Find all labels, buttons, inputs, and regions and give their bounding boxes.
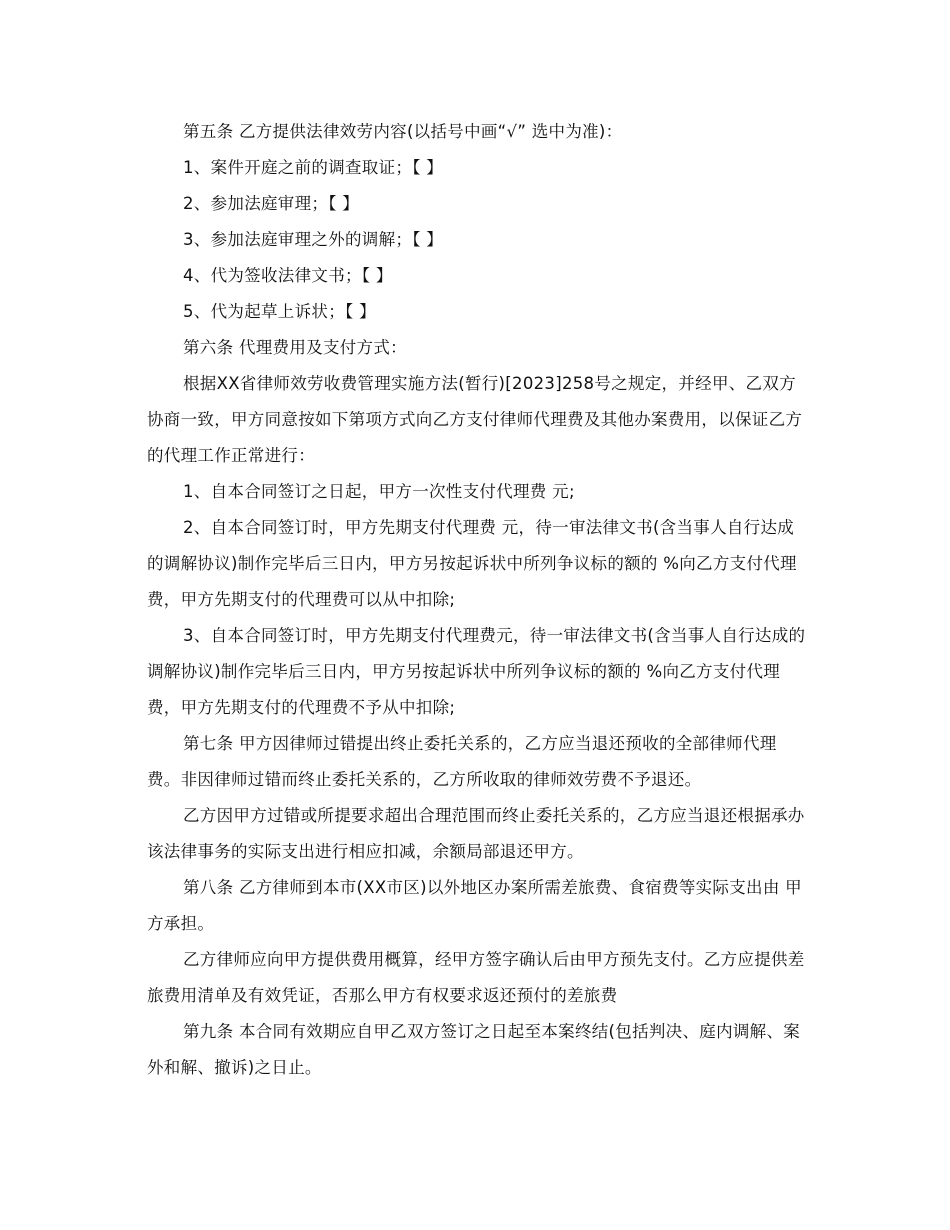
document-body [147,114,807,1086]
fee-option-1: 1、自本合同签订之日起，甲方一次性支付代理费 元; [183,482,575,501]
article-6-heading: 第六条 代理费用及支付方式： [183,338,407,357]
fee-option-2: 2、自本合同签订时，甲方先期支付代理费 元，待一审法律文书(含当事人自行达成的调解协议)制作完毕后三日内，甲方另按起诉状中所列争议标的额的 %向乙方支付代理费，甲方先期支付的代理费可以从中扣除; [147,518,797,609]
article-7-paragraph: 第七条 甲方因律师过错提出终止委托关系的，乙方应当退还预收的全部律师代理费。非因律师过错而终止委托关系的，乙方所收取的律师效劳费不予退还。 [147,734,777,789]
service-item-2: 2、参加法庭审理；【 】 [183,194,360,213]
fee-basis-paragraph: 根据XX省律师效劳收费管理实施方法(暂行)[2023]258号之规定，并经甲、乙双方协商一致，甲方同意按如下第项方式向乙方支付律师代理费及其他办案费用，以保证乙方的代理工作正常进行： [147,374,803,465]
service-item-1: 1、案件开庭之前的调查取证；【 】 [183,158,444,177]
article-5-heading: 第五条 乙方提供法律效劳内容(以括号中画“√” 选中为准)： [183,122,623,141]
fee-option-3: 3、自本合同签订时，甲方先期支付代理费元，待一审法律文书(含当事人自行达成的调解协议)制作完毕后三日内，甲方另按起诉状中所列争议标的额的 %向乙方支付代理费，甲方先期支付的代理费不予从中扣除; [147,626,806,717]
service-item-4: 4、代为签收法律文书；【 】 [183,266,393,285]
article-9-paragraph: 第九条 本合同有效期应自甲乙双方签订之日起至本案终结(包括判决、庭内调解、案 外和解、撤诉)之日止。 [147,1022,801,1077]
service-item-5: 5、代为起草上诉状；【 】 [183,302,376,321]
article-8-paragraph: 第八条 乙方律师到本市(XX市区)以外地区办案所需差旅费、食宿费等实际支出由 甲方承担。 [147,878,802,933]
article-7-second-paragraph: 乙方因甲方过错或所提要求超出合理范围而终止委托关系的，乙方应当退还根据承办该法律事务的实际支出进行相应扣减，余额局部退还甲方。 [147,806,805,861]
article-8-second-paragraph: 乙方律师应向甲方提供费用概算，经甲方签字确认后由甲方预先支付。乙方应提供差旅费用清单及有效凭证，否那么甲方有权要求返还预付的差旅费 [147,950,805,1005]
service-item-3: 3、参加法庭审理之外的调解；【 】 [183,230,444,249]
